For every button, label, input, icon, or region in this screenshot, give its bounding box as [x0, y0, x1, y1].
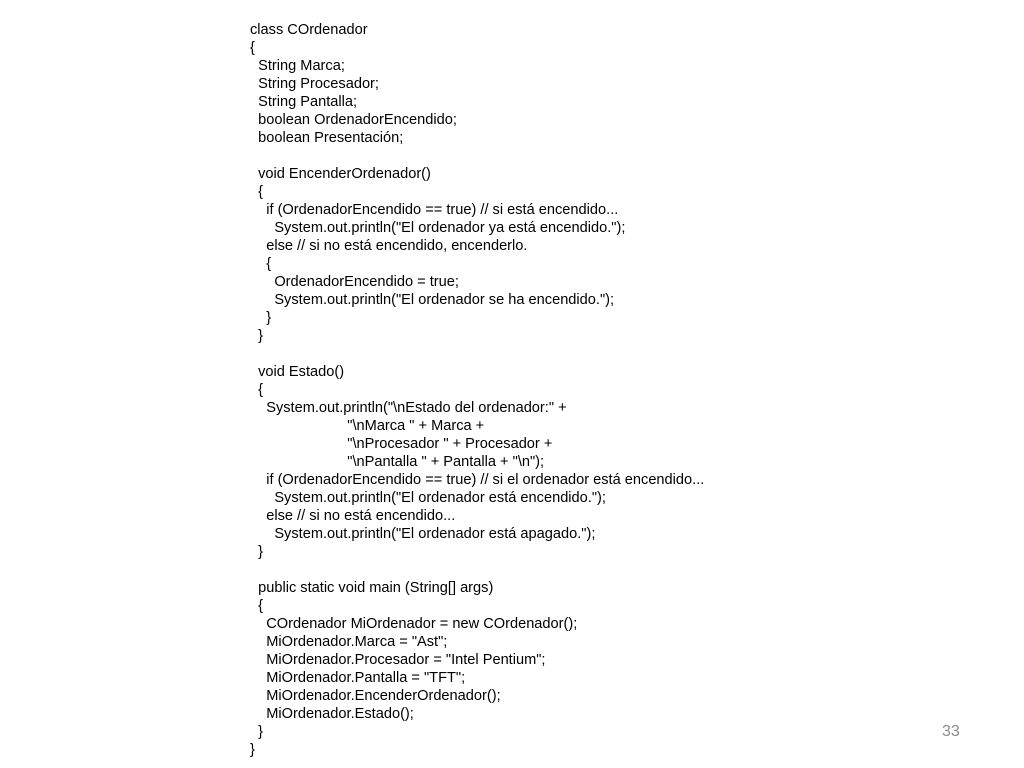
code-line: MiOrdenador.Marca = "Ast"; — [250, 634, 448, 650]
code-line: if (OrdenadorEncendido == true) // si está encendido... — [250, 202, 619, 218]
code-line: String Pantalla; — [250, 94, 358, 110]
code-line: "\nPantalla " + Pantalla + "\n"); — [250, 454, 545, 470]
page-number: 33 — [942, 723, 960, 740]
code-line: System.out.println("El ordenador se ha encendido."); — [250, 292, 615, 308]
code-line: { — [250, 598, 263, 614]
code-line — [250, 561, 704, 579]
code-line: String Procesador; — [250, 76, 379, 92]
code-line: OrdenadorEncendido = true; — [250, 274, 459, 290]
code-line: class COrdenador — [250, 22, 368, 38]
code-line: MiOrdenador.EncenderOrdenador(); — [250, 688, 501, 704]
code-line: else // si no está encendido... — [250, 508, 456, 524]
code-line: void EncenderOrdenador() — [250, 166, 431, 182]
code-line: public static void main (String[] args) — [250, 580, 494, 596]
code-line: COrdenador MiOrdenador = new COrdenador(); — [250, 616, 578, 632]
code-line: { — [250, 382, 263, 398]
code-line: { — [250, 256, 272, 272]
code-line: if (OrdenadorEncendido == true) // si el ordenador está encendido... — [250, 472, 705, 488]
code-block — [250, 21, 704, 759]
code-line: { — [250, 184, 263, 200]
code-line — [250, 345, 704, 363]
code-line: } — [250, 742, 255, 758]
code-line: MiOrdenador.Pantalla = "TFT"; — [250, 670, 466, 686]
code-line: System.out.println("El ordenador está encendido."); — [250, 490, 606, 506]
code-line: } — [250, 310, 272, 326]
code-line: } — [250, 544, 263, 560]
code-line: "\nProcesador " + Procesador + — [250, 436, 553, 452]
code-line: boolean Presentación; — [250, 130, 404, 146]
code-line: } — [250, 724, 263, 740]
code-line: System.out.println("El ordenador está apagado."); — [250, 526, 596, 542]
code-line: { — [250, 40, 255, 56]
code-line: "\nMarca " + Marca + — [250, 418, 485, 434]
code-line: } — [250, 328, 263, 344]
code-line: void Estado() — [250, 364, 345, 380]
code-line: else // si no está encendido, encenderlo. — [250, 238, 528, 254]
code-line: String Marca; — [250, 58, 345, 74]
code-line: boolean OrdenadorEncendido; — [250, 112, 457, 128]
code-line: System.out.println("El ordenador ya está encendido."); — [250, 220, 626, 236]
code-line: System.out.println("\nEstado del ordenador:" + — [250, 400, 567, 416]
code-line: MiOrdenador.Estado(); — [250, 706, 414, 722]
code-line — [250, 147, 704, 165]
code-line: MiOrdenador.Procesador = "Intel Pentium"; — [250, 652, 546, 668]
